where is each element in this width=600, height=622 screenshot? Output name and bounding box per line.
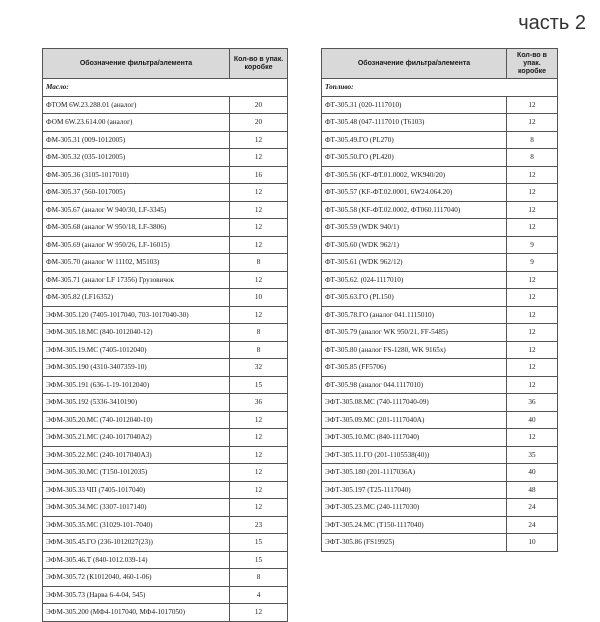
filter-designation-cell: ЭФМ-305.190 (4310-3407359-10)	[43, 359, 230, 377]
table-row	[43, 289, 288, 307]
filter-designation-cell: ФМ-305.68 (аналог W 950/18, LF-3806)	[43, 219, 230, 237]
filter-designation-cell: ФТ-305.31 (020-1117010)	[322, 96, 507, 114]
filter-designation-cell: ЭФТ-305.08.МС (740-1117040-09)	[322, 394, 507, 412]
filter-designation-cell: ФМ-305.32 (035-1012005)	[43, 149, 230, 167]
filter-designation-cell: ФМ-305.67 (аналог W 940/30, LF-3345)	[43, 201, 230, 219]
oil-filter-table	[42, 48, 288, 622]
table-row	[322, 236, 558, 254]
filter-designation-cell: ЭФМ-305.20.МС (740-1012040-10)	[43, 411, 230, 429]
table-row	[322, 446, 558, 464]
table-row	[322, 499, 558, 517]
filter-designation-cell: ЭФТ-305.86 (FS19925)	[322, 534, 507, 552]
table-row	[322, 324, 558, 342]
quantity-cell: 12	[230, 499, 288, 517]
table-row	[322, 359, 558, 377]
table-row	[43, 551, 288, 569]
filter-designation-cell: ЭФМ-305.46.Т (840-1012.039-14)	[43, 551, 230, 569]
table-row	[322, 394, 558, 412]
table-row	[43, 464, 288, 482]
filter-designation-cell: ФМ-305.82 (LF16352)	[43, 289, 230, 307]
filter-designation-cell: ФМ-305.37 (560-1017005)	[43, 184, 230, 202]
quantity-cell: 8	[230, 254, 288, 272]
quantity-cell: 12	[230, 236, 288, 254]
filter-designation-cell: ЭФМ-305.22.МС (240-1017040А3)	[43, 446, 230, 464]
filter-designation-cell: ЭФМ-305.45.ГО (236-1012027(23))	[43, 534, 230, 552]
table-row	[322, 429, 558, 447]
quantity-cell: 12	[507, 114, 558, 132]
section-row-oil	[43, 79, 288, 97]
table-row	[43, 324, 288, 342]
table-row	[322, 516, 558, 534]
table-row	[43, 394, 288, 412]
quantity-cell: 36	[507, 394, 558, 412]
quantity-cell: 12	[507, 376, 558, 394]
quantity-cell: 12	[507, 219, 558, 237]
quantity-cell: 12	[507, 184, 558, 202]
filter-designation-cell: ФТ-305.48 (047-1117010 (Т6103)	[322, 114, 507, 132]
filter-designation-cell: ФТ-305.80 (аналог FS-1280, WK 9165х)	[322, 341, 507, 359]
quantity-cell: 8	[230, 324, 288, 342]
table-row	[43, 184, 288, 202]
quantity-cell: 15	[230, 376, 288, 394]
quantity-cell: 4	[230, 586, 288, 604]
column-header-quantity: Кол-во в упак. коробке	[507, 49, 558, 79]
filter-designation-cell: ФТ-305.50.ГО (PL420)	[322, 149, 507, 167]
quantity-cell: 20	[230, 114, 288, 132]
page-label: часть 2	[518, 12, 586, 34]
quantity-cell: 40	[507, 411, 558, 429]
quantity-cell: 40	[507, 464, 558, 482]
filter-designation-cell: ФТ-305.63.ГО (PL150)	[322, 289, 507, 307]
quantity-cell: 12	[230, 411, 288, 429]
quantity-cell: 48	[507, 481, 558, 499]
table-row	[322, 341, 558, 359]
table-row	[43, 569, 288, 587]
filter-designation-cell: ЭФМ-305.33 ЧП (7405-1017040)	[43, 481, 230, 499]
quantity-cell: 12	[507, 96, 558, 114]
filter-designation-cell: ЭФМ-305.73 (Нарва 6-4-04, 545)	[43, 586, 230, 604]
table-row	[43, 131, 288, 149]
quantity-cell: 12	[230, 201, 288, 219]
quantity-cell: 12	[230, 219, 288, 237]
filter-designation-cell: ЭФМ-305.21.МС (240-1017040А2)	[43, 429, 230, 447]
section-row-fuel	[322, 79, 558, 97]
filter-designation-cell: ЭФТ-305.24.МС (Т150-1117040)	[322, 516, 507, 534]
quantity-cell: 12	[230, 604, 288, 622]
table-row	[322, 481, 558, 499]
filter-designation-cell: ЭФМ-305.192 (5336-3410190)	[43, 394, 230, 412]
table-header-row	[43, 49, 288, 79]
filter-designation-cell: ЭФМ-305.200 (МФ4-1017040, МФ4-1017050)	[43, 604, 230, 622]
table-row	[43, 96, 288, 114]
filter-designation-cell: ФТ-305.58 (KF-ФТ.02.0002, ФТ060.1117040)	[322, 201, 507, 219]
table-row	[43, 411, 288, 429]
quantity-cell: 12	[507, 429, 558, 447]
table-row	[43, 604, 288, 622]
quantity-cell: 35	[507, 446, 558, 464]
quantity-cell: 12	[230, 184, 288, 202]
quantity-cell: 12	[507, 341, 558, 359]
filter-designation-cell: ФМ-305.70 (аналог W 11102, M5103)	[43, 254, 230, 272]
filter-designation-cell: ФТ-305.56 (KF-ФТ.01.0002, WK940/20)	[322, 166, 507, 184]
column-header-designation: Обозначение фильтра/элемента	[43, 49, 230, 79]
quantity-cell: 9	[507, 254, 558, 272]
table-row	[322, 289, 558, 307]
quantity-cell: 12	[230, 149, 288, 167]
table-row	[43, 166, 288, 184]
filter-designation-cell: ФТ-305.59 (WDK 940/1)	[322, 219, 507, 237]
quantity-cell: 12	[230, 131, 288, 149]
table-row	[43, 499, 288, 517]
table-row	[43, 306, 288, 324]
filter-designation-cell: ЭФТ-305.180 (201-1117036А)	[322, 464, 507, 482]
filter-designation-cell: ЭФМ-305.35.МС (31029-101-7040)	[43, 516, 230, 534]
table-row	[43, 114, 288, 132]
filter-designation-cell: ЭФМ-305.120 (7405-1017040, 703-1017040-30)	[43, 306, 230, 324]
column-header-quantity: Кол-во в упак. коробке	[230, 49, 288, 79]
quantity-cell: 10	[230, 289, 288, 307]
table-row	[322, 149, 558, 167]
filter-designation-cell: ФТОМ 6W.23.288.01 (аналог)	[43, 96, 230, 114]
quantity-cell: 8	[230, 569, 288, 587]
quantity-cell: 32	[230, 359, 288, 377]
filter-designation-cell: ФТ-305.79 (аналог WK 950/21, FF-5485)	[322, 324, 507, 342]
table-row	[43, 236, 288, 254]
quantity-cell: 8	[507, 131, 558, 149]
filter-designation-cell: ЭФМ-305.34.МС (3307-1017140)	[43, 499, 230, 517]
quantity-cell: 8	[230, 341, 288, 359]
table-row	[43, 376, 288, 394]
filter-designation-cell: ЭФТ-305.09.МС (201-1117040А)	[322, 411, 507, 429]
filter-designation-cell: ЭФМ-305.30.МС (Т150-1012035)	[43, 464, 230, 482]
table-row	[43, 201, 288, 219]
quantity-cell: 12	[507, 324, 558, 342]
quantity-cell: 8	[507, 149, 558, 167]
table-row	[43, 534, 288, 552]
filter-designation-cell: ФТ-305.62. (024-1117010)	[322, 271, 507, 289]
table-row	[43, 446, 288, 464]
table-row	[322, 96, 558, 114]
filter-designation-cell: ФТ-305.78.ГО (аналог 041.1115010)	[322, 306, 507, 324]
quantity-cell: 16	[230, 166, 288, 184]
table-row	[43, 429, 288, 447]
filter-designation-cell: ЭФМ-305.19.МС (7405-1012040)	[43, 341, 230, 359]
quantity-cell: 23	[230, 516, 288, 534]
filter-designation-cell: ФТ-305.85 (FF5706)	[322, 359, 507, 377]
table-row	[322, 464, 558, 482]
quantity-cell: 12	[230, 429, 288, 447]
table-row	[43, 271, 288, 289]
table-row	[43, 516, 288, 534]
table-row	[322, 201, 558, 219]
quantity-cell: 12	[230, 464, 288, 482]
fuel-filter-table	[321, 48, 558, 552]
filter-designation-cell: ЭФТ-305.10.МС (840-1117040)	[322, 429, 507, 447]
table-row	[43, 481, 288, 499]
table-row	[322, 131, 558, 149]
table-row	[43, 586, 288, 604]
table-row	[322, 411, 558, 429]
filter-designation-cell: ЭФТ-305.197 (Т25-1117040)	[322, 481, 507, 499]
filter-designation-cell: ФТ-305.60 (WDK 962/1)	[322, 236, 507, 254]
filter-designation-cell: ФТ-305.49.ГО (PL270)	[322, 131, 507, 149]
table-header-row	[322, 49, 558, 79]
filter-designation-cell: ФТ-305.57 (KF-ФТ.02.0001, 6W24.064.20)	[322, 184, 507, 202]
table-row	[43, 254, 288, 272]
quantity-cell: 12	[507, 306, 558, 324]
filter-designation-cell: ЭФТ-305.11.ГО (201-1105538(40))	[322, 446, 507, 464]
quantity-cell: 12	[507, 201, 558, 219]
table-row	[322, 306, 558, 324]
filter-designation-cell: ФМ-305.69 (аналог W 950/26, LF-16015)	[43, 236, 230, 254]
section-label: Масло:	[43, 79, 288, 97]
quantity-cell: 24	[507, 516, 558, 534]
table-row	[322, 376, 558, 394]
quantity-cell: 12	[230, 306, 288, 324]
table-row	[322, 254, 558, 272]
table-row	[322, 271, 558, 289]
table-row	[322, 166, 558, 184]
quantity-cell: 12	[230, 446, 288, 464]
quantity-cell: 12	[230, 271, 288, 289]
quantity-cell: 15	[230, 534, 288, 552]
table-row	[322, 219, 558, 237]
table-row	[43, 149, 288, 167]
quantity-cell: 20	[230, 96, 288, 114]
table-row	[322, 184, 558, 202]
table-row	[43, 359, 288, 377]
filter-designation-cell: ФМ-305.36 (3105-1017010)	[43, 166, 230, 184]
section-label: Топливо:	[322, 79, 558, 97]
quantity-cell: 12	[507, 271, 558, 289]
quantity-cell: 15	[230, 551, 288, 569]
filter-designation-cell: ЭФТ-305.23.МС (240-1117030)	[322, 499, 507, 517]
quantity-cell: 24	[507, 499, 558, 517]
filter-designation-cell: ЭФМ-305.72 (К1012040, 460-1-06)	[43, 569, 230, 587]
table-row	[322, 114, 558, 132]
table-row	[43, 219, 288, 237]
filter-designation-cell: ЭФМ-305.191 (636-1-19-1012040)	[43, 376, 230, 394]
filter-designation-cell: ФТ-305.98 (аналог 044.1117010)	[322, 376, 507, 394]
column-header-designation: Обозначение фильтра/элемента	[322, 49, 507, 79]
quantity-cell: 12	[507, 166, 558, 184]
quantity-cell: 12	[507, 289, 558, 307]
table-row	[322, 534, 558, 552]
filter-designation-cell: ФТ-305.61 (WDK 962/12)	[322, 254, 507, 272]
filter-designation-cell: ФМ-305.31 (009-1012005)	[43, 131, 230, 149]
quantity-cell: 9	[507, 236, 558, 254]
filter-designation-cell: ФОМ 6W.23.614.00 (аналог)	[43, 114, 230, 132]
filter-designation-cell: ФМ-305.71 (аналог LF 17356) Грузовичок	[43, 271, 230, 289]
quantity-cell: 12	[507, 359, 558, 377]
filter-designation-cell: ЭФМ-305.18.МС (840-1012040-12)	[43, 324, 230, 342]
table-row	[43, 341, 288, 359]
quantity-cell: 12	[230, 481, 288, 499]
quantity-cell: 10	[507, 534, 558, 552]
quantity-cell: 36	[230, 394, 288, 412]
